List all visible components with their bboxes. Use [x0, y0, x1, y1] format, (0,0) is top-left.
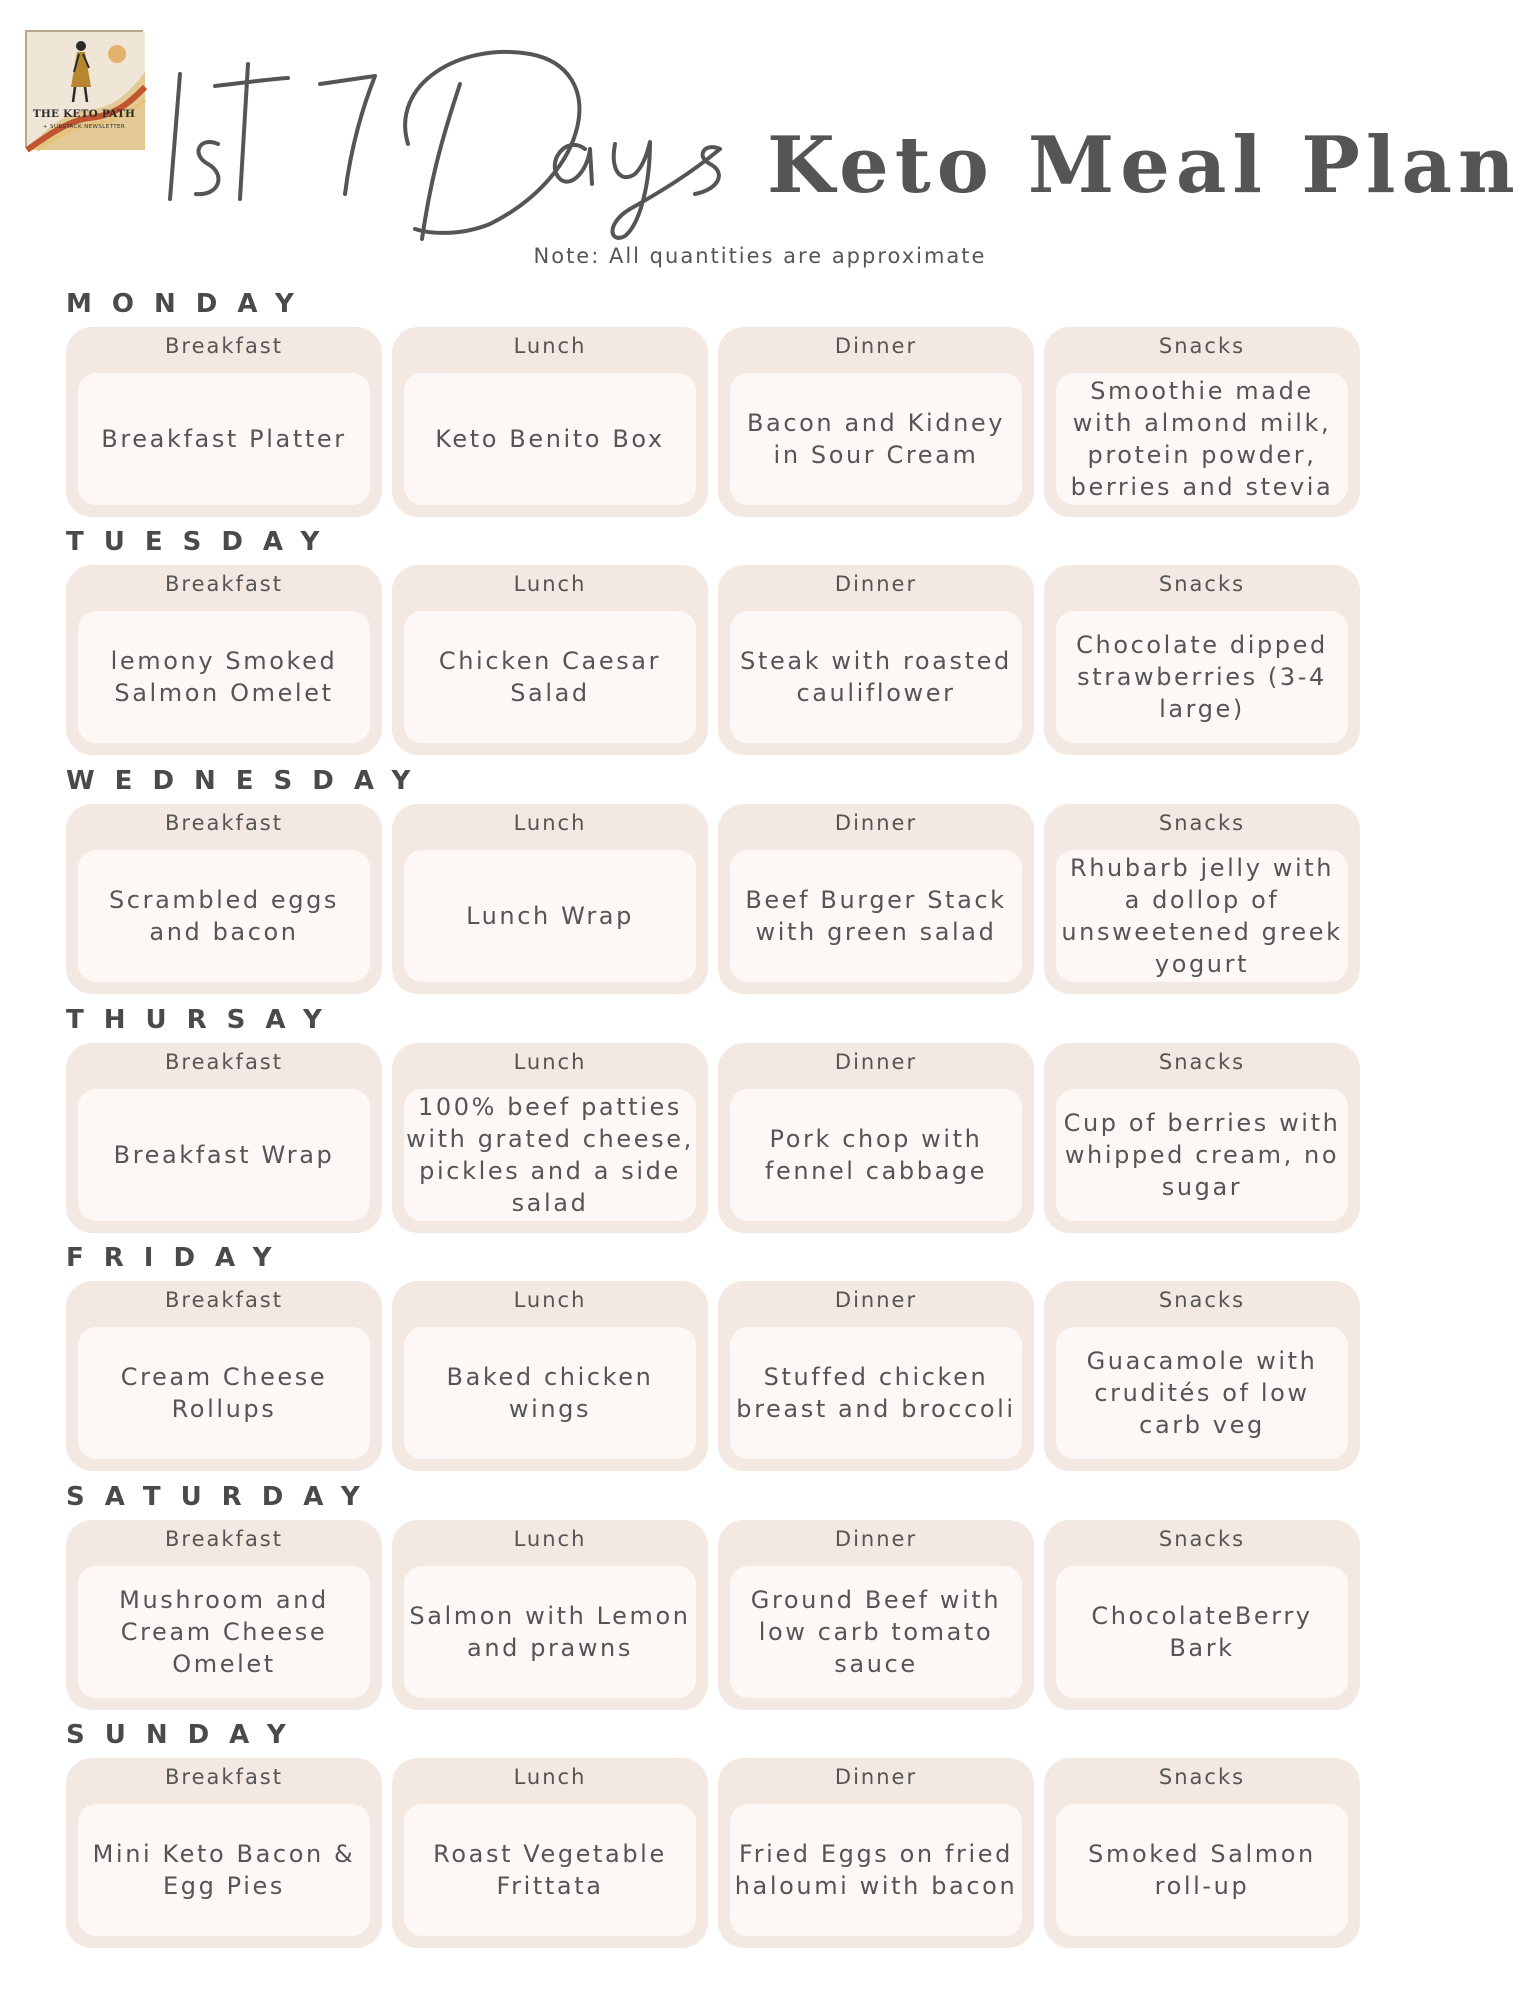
meal-box	[404, 1804, 696, 1936]
meal-card-snacks	[1044, 1281, 1360, 1471]
meal-text: Fried Eggs on fried haloumi with bacon	[734, 1840, 1018, 1900]
meal-label: Dinner	[834, 1050, 918, 1074]
meal-card-dinner	[718, 565, 1034, 755]
meal-card-snacks	[1044, 565, 1360, 755]
meal-text: Lunch Wrap	[466, 902, 634, 930]
meal-card-lunch	[392, 565, 708, 755]
meal-label: Dinner	[834, 1527, 918, 1551]
meal-text: Keto Benito Box	[435, 425, 665, 453]
script-title	[160, 24, 760, 244]
meal-label: Dinner	[834, 811, 918, 835]
meal-box	[1056, 1089, 1348, 1221]
meal-card-dinner	[718, 1281, 1034, 1471]
meal-box	[730, 1566, 1022, 1698]
meal-text: Smoothie made with almond milk, protein powder, berries and stevia	[1070, 377, 1334, 501]
meal-card-lunch	[392, 1043, 708, 1233]
meal-box	[78, 850, 370, 982]
day-name: SUNDAY	[66, 1720, 306, 1750]
meal-card-lunch	[392, 327, 708, 517]
meal-box	[730, 1089, 1022, 1221]
meal-label: Breakfast	[165, 572, 283, 596]
meal-box	[404, 373, 696, 505]
meal-label: Lunch	[513, 334, 587, 358]
meal-label: Lunch	[513, 1527, 587, 1551]
meal-label: Lunch	[513, 572, 587, 596]
meal-card-snacks	[1044, 1043, 1360, 1233]
meal-text: Cream Cheese Rollups	[120, 1363, 328, 1423]
meal-text: Stuffed chicken breast and broccoli	[736, 1363, 1016, 1423]
meal-box	[404, 850, 696, 982]
meal-label: Breakfast	[165, 1050, 283, 1074]
logo-name: THE KETO PATH	[32, 108, 136, 120]
meal-label: Dinner	[834, 1288, 918, 1312]
meal-box	[1056, 850, 1348, 982]
meal-card-lunch	[392, 1520, 708, 1710]
day-name: WEDNESDAY	[66, 766, 431, 796]
meal-text: Breakfast Wrap	[113, 1141, 335, 1169]
meal-card-lunch	[392, 1758, 708, 1948]
meal-text: Breakfast Platter	[101, 425, 347, 453]
meal-card-breakfast	[66, 565, 382, 755]
meal-box	[730, 1804, 1022, 1936]
meal-box	[78, 1566, 370, 1698]
meal-label: Breakfast	[165, 1288, 283, 1312]
meal-box	[730, 1327, 1022, 1459]
meal-box	[78, 1089, 370, 1221]
meal-text: Guacamole with crudités of low carb veg	[1086, 1347, 1318, 1439]
meal-label: Breakfast	[165, 334, 283, 358]
meal-card-dinner	[718, 327, 1034, 517]
meal-label: Snacks	[1158, 1765, 1246, 1789]
meal-box	[404, 1327, 696, 1459]
meal-text: Mini Keto Bacon & Egg Pies	[92, 1840, 356, 1900]
logo-subtitle: + SUBSTACK NEWSLETTER	[42, 124, 126, 130]
meal-text: Bacon and Kidney in Sour Cream	[746, 409, 1006, 469]
meal-label: Lunch	[513, 1050, 587, 1074]
meal-box	[1056, 1327, 1348, 1459]
meal-card-snacks	[1044, 1520, 1360, 1710]
meal-text: Chicken Caesar Salad	[438, 647, 662, 707]
meal-label: Snacks	[1158, 1050, 1246, 1074]
meal-box	[730, 611, 1022, 743]
meal-box	[404, 1566, 696, 1698]
meal-label: Snacks	[1158, 572, 1246, 596]
meal-card-dinner	[718, 1520, 1034, 1710]
meal-card-breakfast	[66, 1043, 382, 1233]
meal-text: 100% beef patties with grated cheese, pickles and a side salad	[406, 1093, 694, 1217]
meal-card-snacks	[1044, 804, 1360, 994]
meal-text: lemony Smoked Salmon Omelet	[110, 647, 338, 707]
meal-label: Snacks	[1158, 811, 1246, 835]
meal-text: Ground Beef with low carb tomato sauce	[750, 1586, 1002, 1678]
meal-box	[1056, 1566, 1348, 1698]
meal-label: Dinner	[834, 572, 918, 596]
meal-label: Snacks	[1158, 1288, 1246, 1312]
meal-card-breakfast	[66, 1758, 382, 1948]
meal-text: Cup of berries with whipped cream, no sugar	[1063, 1109, 1341, 1201]
meal-card-dinner	[718, 804, 1034, 994]
meal-card-dinner	[718, 1758, 1034, 1948]
meal-card-breakfast	[66, 1281, 382, 1471]
brand-logo	[25, 30, 143, 148]
meal-box	[78, 611, 370, 743]
meal-label: Breakfast	[165, 1527, 283, 1551]
meal-box	[78, 373, 370, 505]
meal-card-breakfast	[66, 327, 382, 517]
meal-card-snacks	[1044, 327, 1360, 517]
meal-label: Snacks	[1158, 334, 1246, 358]
figure-on-path-icon	[27, 32, 145, 150]
meal-text: Baked chicken wings	[446, 1363, 654, 1423]
meal-box	[1056, 611, 1348, 743]
meal-label: Lunch	[513, 1765, 587, 1789]
meal-box	[730, 850, 1022, 982]
meal-label: Dinner	[834, 1765, 918, 1789]
meal-text: Chocolate dipped strawberries (3-4 large)	[1076, 631, 1328, 723]
meal-text: Mushroom and Cream Cheese Omelet	[119, 1586, 329, 1678]
meal-label: Lunch	[513, 811, 587, 835]
meal-label: Lunch	[513, 1288, 587, 1312]
meal-text: Steak with roasted cauliflower	[740, 647, 1012, 707]
meal-box	[730, 373, 1022, 505]
meal-card-dinner	[718, 1043, 1034, 1233]
meal-label: Breakfast	[165, 1765, 283, 1789]
meal-box	[404, 1089, 696, 1221]
meal-label: Dinner	[834, 334, 918, 358]
meal-card-lunch	[392, 804, 708, 994]
meal-box	[1056, 373, 1348, 505]
page-title: Keto Meal Plan	[767, 120, 1521, 211]
meal-text: ChocolateBerry Bark	[1091, 1602, 1313, 1662]
note: Note: All quantities are approximate	[533, 244, 987, 268]
meal-box	[78, 1804, 370, 1936]
day-name: MONDAY	[66, 289, 314, 319]
meal-text: Beef Burger Stack with green salad	[745, 886, 1007, 946]
meal-label: Breakfast	[165, 811, 283, 835]
meal-text: Pork chop with fennel cabbage	[764, 1125, 988, 1185]
meal-label: Snacks	[1158, 1527, 1246, 1551]
meal-card-lunch	[392, 1281, 708, 1471]
day-name: SATURDAY	[66, 1482, 380, 1512]
meal-card-breakfast	[66, 804, 382, 994]
meal-box	[1056, 1804, 1348, 1936]
meal-text: Rhubarb jelly with a dollop of unsweetened greek yogurt	[1061, 854, 1343, 978]
day-name: FRIDAY	[66, 1243, 292, 1273]
meal-box	[404, 611, 696, 743]
meal-box	[78, 1327, 370, 1459]
meal-text: Scrambled eggs and bacon	[108, 886, 340, 946]
meal-text: Roast Vegetable Frittata	[433, 1840, 667, 1900]
meal-card-breakfast	[66, 1520, 382, 1710]
meal-text: Smoked Salmon roll-up	[1088, 1840, 1316, 1900]
script-title-lettering	[160, 24, 760, 244]
meal-text: Salmon with Lemon and prawns	[409, 1602, 691, 1662]
meal-card-snacks	[1044, 1758, 1360, 1948]
day-name: THURSAY	[66, 1005, 342, 1035]
day-name: TUESDAY	[66, 527, 340, 557]
